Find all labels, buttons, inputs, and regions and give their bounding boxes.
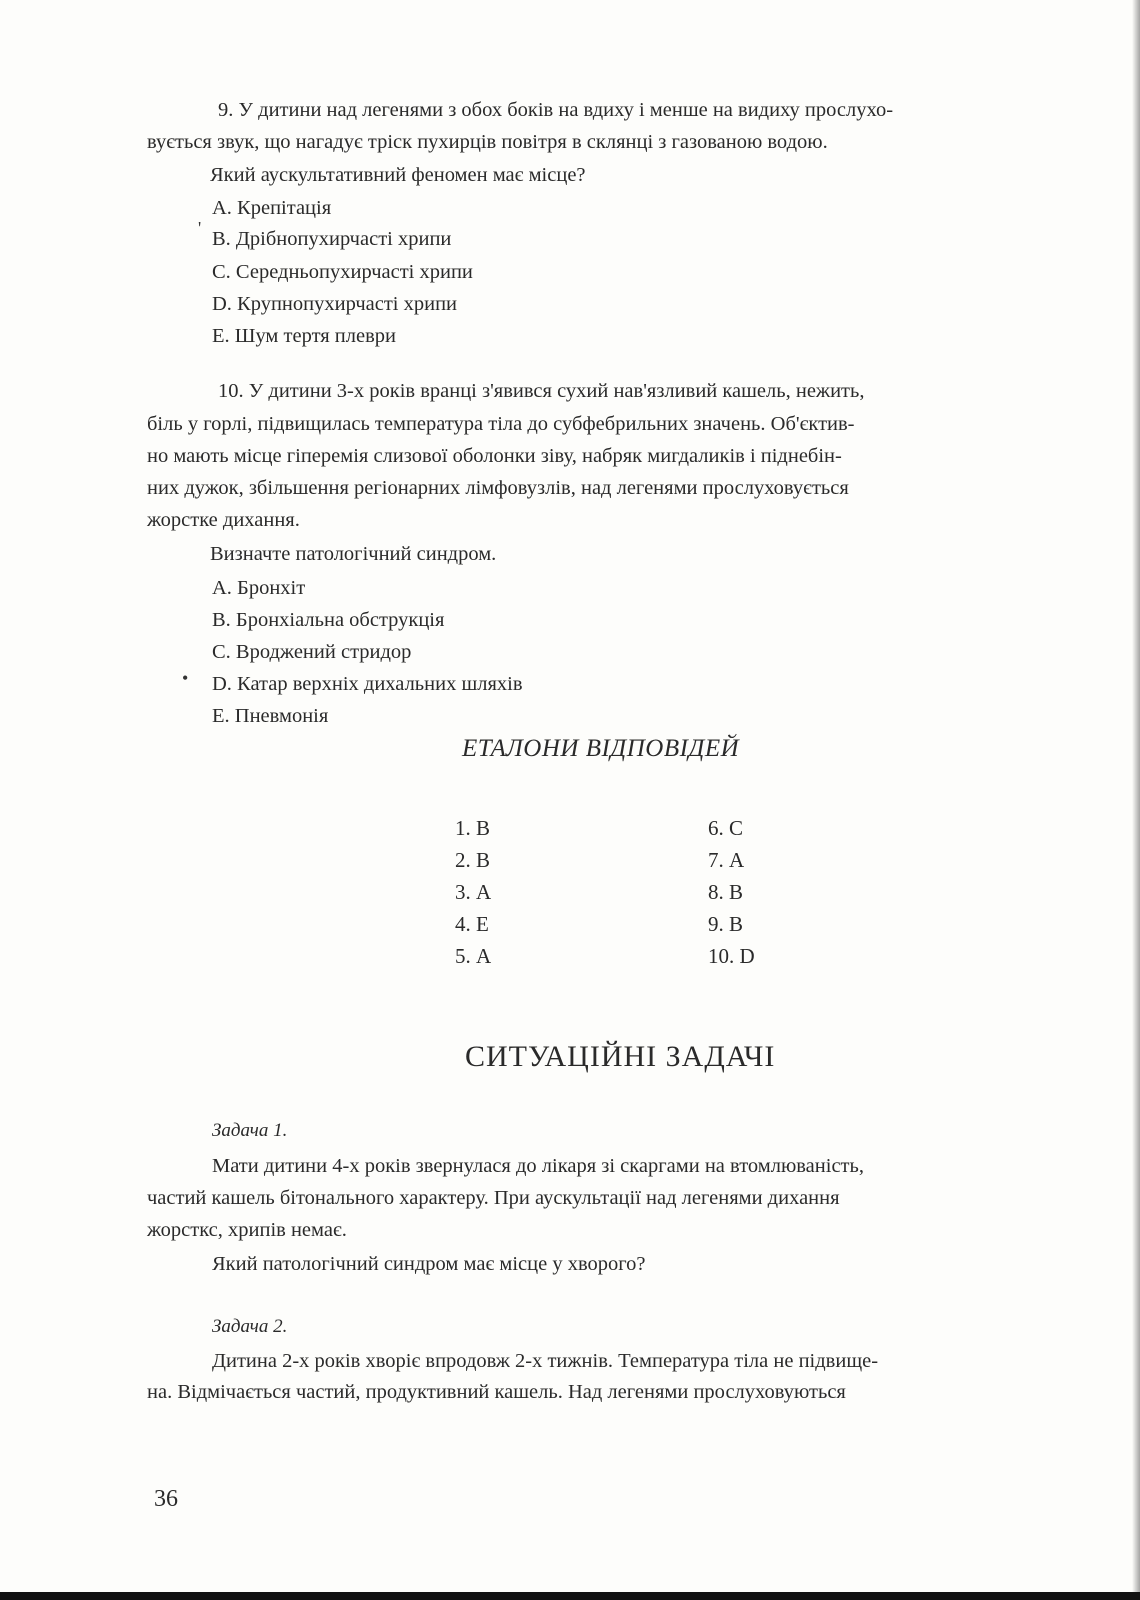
task-2-label: Задача 2. — [212, 1316, 288, 1337]
task-1-line-3: жорсткс, хрипів немає. — [147, 1219, 347, 1241]
answer-item: 3. А — [455, 880, 492, 904]
task-1-label: Задача 1. — [212, 1120, 288, 1141]
q10-line-4: них дужок, збільшення регіонарних лімфовузлів, над легенями прослуховується — [147, 477, 849, 499]
answer-item: 7. А — [708, 848, 745, 872]
q9-option-a: А. Крепітація — [212, 197, 332, 219]
q10-line-3: но мають місце гіперемія слизової оболонки зіву, набряк мигдаликів і піднебін- — [147, 445, 842, 467]
task-1-line-2: частий кашель бітонального характеру. При аускультації над легенями дихання — [147, 1187, 840, 1209]
task-2-line-2: на. Відмічається частий, продуктивний кашель. Над легенями прослуховуються — [147, 1381, 846, 1403]
q10-option-d: D. Катар верхніх дихальних шляхів — [212, 673, 523, 695]
page-edge-shadow — [1132, 0, 1140, 1600]
answer-item: 9. В — [708, 912, 744, 936]
q9-line-1: 9. У дитини над легенями з обох боків на вдиху і менше на видиху прослухо- — [218, 99, 894, 121]
scan-border — [0, 1592, 1140, 1600]
answer-item: 4. Е — [455, 912, 489, 936]
q9-option-b: В. Дрібнопухирчасті хрипи — [212, 228, 452, 250]
q9-line-2: вується звук, що нагадує тріск пухирців повітря в склянці з газованою водою. — [147, 131, 828, 153]
answer-key-title: ЕТАЛОНИ ВІДПОВІДЕЙ — [462, 735, 740, 762]
section-title: СИТУАЦІЙНІ ЗАДАЧІ — [465, 1040, 776, 1073]
answer-key-left-column — [455, 812, 491, 972]
q9-option-e: Е. Шум тертя плеври — [212, 325, 397, 347]
q10-option-e: Е. Пневмонія — [212, 705, 329, 727]
task-1-prompt: Який патологічний синдром має місце у хворого? — [212, 1253, 646, 1275]
q9-prompt: Який аускультативний феномен має місце? — [210, 164, 586, 186]
q10-prompt: Визначте патологічний синдром. — [210, 543, 497, 565]
page-number: 36 — [154, 1486, 178, 1512]
task-1-line-1: Мати дитини 4-х років звернулася до лікаря зі скаргами на втомлюваність, — [212, 1155, 864, 1177]
q10-line-5: жорстке дихання. — [147, 509, 300, 531]
answer-item: 10. D — [708, 944, 755, 968]
q10-option-b: В. Бронхіальна обструкція — [212, 609, 445, 631]
q10-answer-mark: • — [182, 668, 189, 688]
q9-option-d: D. Крупнопухирчасті хрипи — [212, 293, 458, 315]
answer-key-right-column — [708, 812, 755, 972]
q9-option-c: С. Середньопухирчасті хрипи — [212, 261, 473, 283]
task-2-line-1: Дитина 2-х років хворіє впродовж 2-х тижнів. Температура тіла не підвище- — [212, 1350, 879, 1372]
q9-answer-mark: ' — [198, 218, 202, 238]
answer-item: 6. С — [708, 816, 744, 840]
answer-item: 8. В — [708, 880, 744, 904]
q10-option-a: А. Бронхіт — [212, 577, 306, 599]
answer-item: 2. В — [455, 848, 491, 872]
q10-line-2: біль у горлі, підвищилась температура тіла до субфебрильних значень. Об'єктив- — [147, 413, 855, 435]
answer-item: 5. А — [455, 944, 492, 968]
answer-item: 1. В — [455, 816, 491, 840]
q10-line-1: 10. У дитини 3-х років вранці з'явився сухий нав'язливий кашель, нежить, — [218, 380, 865, 402]
q10-option-c: С. Вроджений стридор — [212, 641, 412, 663]
